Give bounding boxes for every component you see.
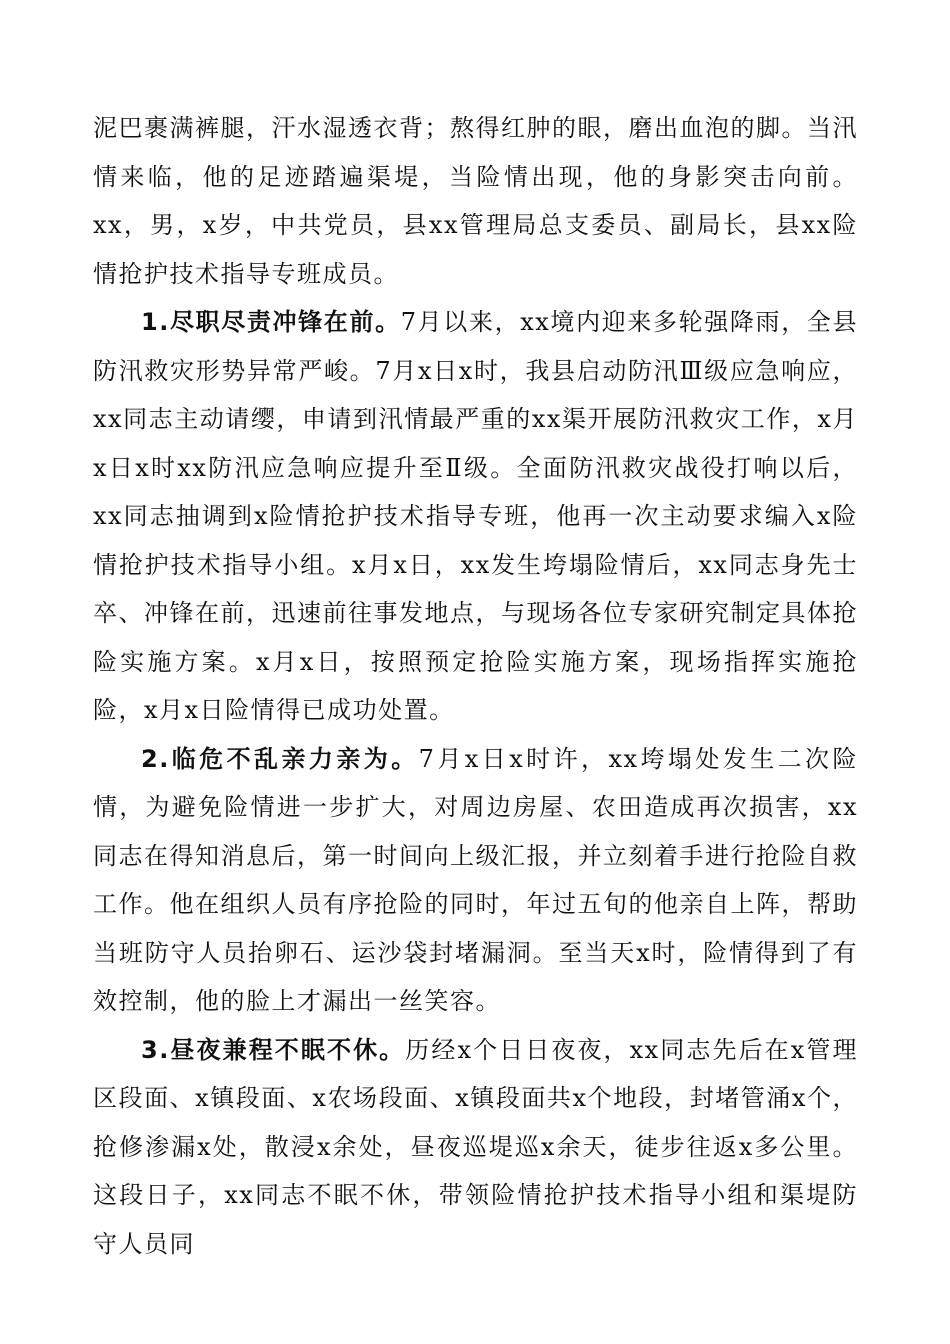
section-2-paragraph [93, 735, 858, 1026]
section-1-paragraph [93, 298, 858, 735]
section-3-paragraph [93, 1026, 858, 1269]
paragraph-text: 7月以来，xx境内迎来多轮强降雨，全县防汛救灾形势异常严峻。7月x日x时，我县启动防汛Ⅲ级应急响应，xx同志主动请缨，申请到汛情最严重的xx渠开展防汛救灾工作，x月x日x时xx防汛应急响应提升至Ⅱ级。全面防汛救灾战役打响以后，xx同志抽调到x险情抢护技术指导专班，他再一次主动要求编入x险情抢护技术指导小组。x月x日，xx发生垮塌险情后，xx同志身先士卒、冲锋在前，迅速前往事发地点，与现场各位专家研究制定具体抢险实施方案。x月x日，按照预定抢险实施方案，现场指挥实施抢险，x月x日险情得已成功处置。 [93, 308, 858, 724]
paragraph-text: 泥巴裹满裤腿，汗水湿透衣背；熬得红肿的眼，磨出血泡的脚。当汛情来临，他的足迹踏遍渠堤，当险情出现，他的身影突击向前。xx，男，x岁，中共党员，县xx管理局总支委员、副局长，县xx险情抢护技术指导专班成员。 [93, 114, 858, 288]
intro-paragraph [93, 104, 858, 298]
paragraph-text: 7月x日x时许，xx垮塌处发生二次险情，为避免险情进一步扩大，对周边房屋、农田造成再次损害，xx同志在得知消息后，第一时间向上级汇报，并立刻着手进行抢险自救工作。他在组织人员有序抢险的同时，年过五旬的他亲自上阵，帮助当班防守人员抬卵石、运沙袋封堵漏洞。至当天x时，险情得到了有效控制，他的脸上才漏出一丝笑容。 [93, 744, 858, 1015]
paragraph-text: 历经x个日日夜夜，xx同志先后在x管理区段面、x镇段面、x农场段面、x镇段面共x个地段，封堵管涌x个，抢修渗漏x处，散浸x余处，昼夜巡堤巡x余天，徒步往返x多公里。这段日子，xx同志不眠不休，带领险情抢护技术指导小组和渠堤防守人员同 [93, 1035, 858, 1258]
section-3-heading: 3.昼夜兼程不眠不休。 [141, 1035, 406, 1064]
section-2-heading: 2.临危不乱亲力亲为。 [141, 744, 419, 773]
document-page [93, 104, 858, 1268]
section-1-heading: 1.尽职尽责冲锋在前。 [141, 308, 401, 336]
